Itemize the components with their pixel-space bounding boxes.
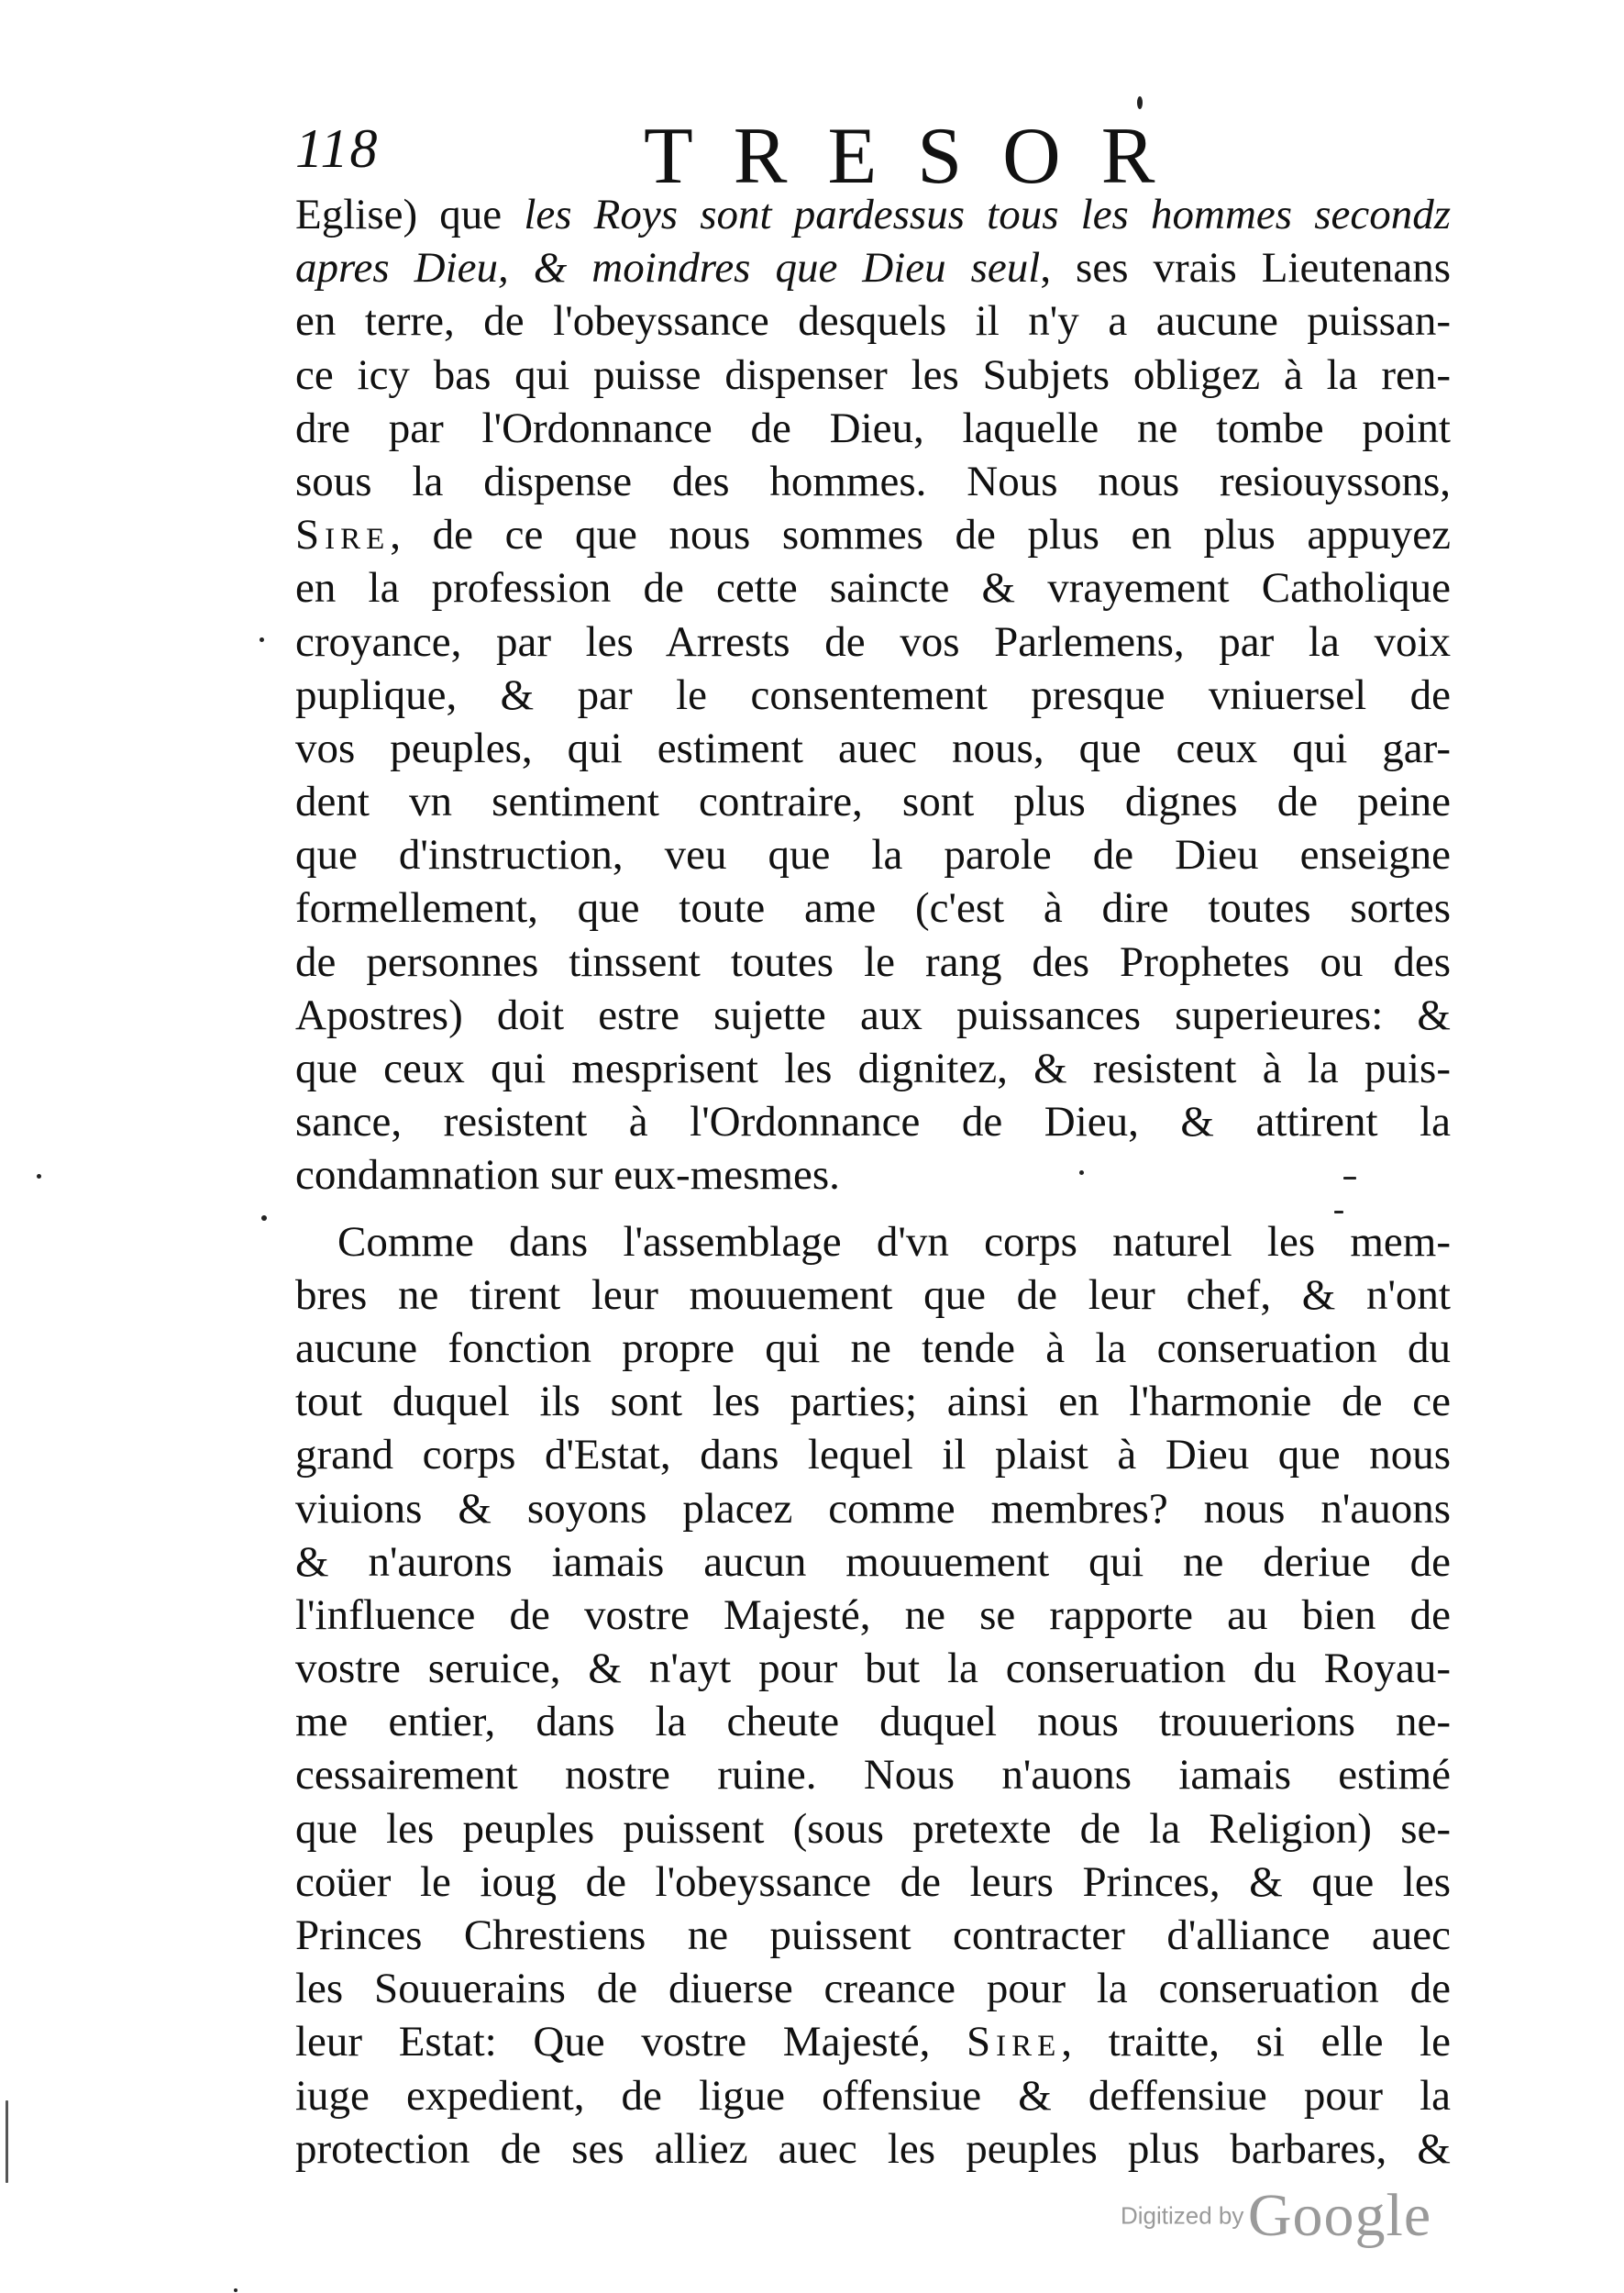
text-segment: les Souuerains de diuerse creance pour la conseruation de [295, 1965, 1451, 2013]
text-segment: , ses vrais Lieutenans [1040, 244, 1451, 293]
text-line [295, 241, 1451, 294]
text-line [295, 1695, 1451, 1748]
text-line [295, 455, 1451, 508]
text-line [295, 1535, 1451, 1589]
text-line [295, 561, 1451, 615]
text-line [295, 1215, 1451, 1268]
text-segment: Princes Chrestiens ne puissent contracter d'alliance auec [295, 1911, 1451, 1959]
text-segment: croyance, par les Arrests de vos Parlemens, par la voix [295, 617, 1451, 666]
scan-speck [37, 1174, 41, 1179]
text-line [295, 2122, 1451, 2176]
text-line [295, 188, 1451, 241]
text-segment: que d'instruction, veu que la parole de Dieu enseigne [295, 831, 1451, 880]
text-segment: tout duquel ils sont les parties; ainsi en l'harmonie de ce [295, 1378, 1451, 1426]
text-line [295, 1802, 1451, 1855]
text-segment: dre par l'Ordonnance de Dieu, laquelle ne tombe point [295, 404, 1451, 452]
text-line [295, 349, 1451, 402]
text-line [295, 1909, 1451, 1962]
text-line [295, 402, 1451, 455]
paragraph-gap [295, 1202, 1451, 1215]
text-line [295, 294, 1451, 348]
text-line [295, 1855, 1451, 1909]
text-line [295, 1268, 1451, 1322]
text-line [295, 775, 1451, 828]
text-segment: que les peuples puissent (sous pretexte de la Religion) se- [295, 1804, 1451, 1853]
scan-speck [1079, 1170, 1084, 1175]
text-segment: Comme dans l'assemblage d'vn corps naturel les mem- [337, 1217, 1451, 1266]
scan-speck [234, 2288, 238, 2292]
body-text [295, 188, 1451, 2176]
text-line [295, 1482, 1451, 1535]
text-line [295, 2069, 1451, 2122]
text-segment: en terre, de l'obeyssance desquels il n'y a aucune puissan- [295, 297, 1451, 346]
text-segment: formellement, que toute ame (c'est à dire toutes sortes [295, 884, 1451, 933]
small-caps-address: Sire [966, 2018, 1062, 2066]
text-segment: coüer le ioug de l'obeyssance de leurs Princes, & que les [295, 1857, 1451, 1906]
text-segment: sance, resistent à l'Ordonnance de Dieu, & attirent la [295, 1098, 1451, 1146]
text-line [295, 1375, 1451, 1428]
text-line [295, 2015, 1451, 2068]
text-segment: ce icy bas qui puisse dispenser les Subjets obligez à la ren- [295, 350, 1451, 399]
italic-quotation: les Roys sont pardessus tous les hommes secondz [524, 191, 1451, 238]
scan-speck [261, 1215, 267, 1221]
text-segment: grand corps d'Estat, dans lequel il plaist à Dieu que nous [295, 1431, 1451, 1479]
text-line [295, 881, 1451, 935]
text-segment: , traitte, si elle le [1061, 2018, 1451, 2066]
text-segment: vos peuples, qui estiment auec nous, que ceux qui gar- [295, 724, 1451, 772]
text-line [295, 1148, 1451, 1202]
text-line [295, 1042, 1451, 1095]
text-segment: sous la dispense des hommes. Nous nous resiouyssons, [295, 457, 1451, 505]
text-line [295, 1962, 1451, 2015]
google-logo: Google [1247, 2182, 1432, 2249]
scan-speck [1343, 1177, 1356, 1180]
google-watermark [1121, 2181, 1431, 2251]
running-title: TRESOR [644, 112, 1196, 201]
text-segment: l'influence de vostre Majesté, ne se rapporte au bien de [295, 1590, 1451, 1639]
scan-speck [1137, 96, 1143, 109]
text-segment: que ceux qui mesprisent les dignitez, & resistent à la puis- [295, 1045, 1451, 1092]
text-segment: en la profession de cette saincte & vrayement Catholique [295, 564, 1451, 613]
text-line [295, 1748, 1451, 1801]
text-segment: cessairement nostre ruine. Nous n'auons iamais estimé [295, 1751, 1451, 1800]
text-segment: bres ne tirent leur mouuement que de leur chef, & n'ont [295, 1270, 1451, 1319]
text-segment: Apostres) doit estre sujette aux puissances superieures: & [295, 991, 1451, 1039]
text-line [295, 1428, 1451, 1481]
text-line [295, 1642, 1451, 1695]
text-line [295, 615, 1451, 669]
text-line [295, 936, 1451, 989]
text-line [295, 989, 1451, 1042]
text-line [295, 1095, 1451, 1148]
text-segment: protection de ses alliez auec les peuples plus barbares, & [295, 2124, 1451, 2173]
text-segment: , de ce que nous sommes de plus en plus appuyez [390, 511, 1451, 559]
text-segment: iuge expedient, de ligue offensiue & deffensiue pour la [295, 2071, 1451, 2120]
small-caps-address: Sire [295, 511, 391, 559]
text-line [295, 1322, 1451, 1375]
text-line [295, 828, 1451, 881]
text-segment: vostre seruice, & n'ayt pour but la conseruation du Royau- [295, 1645, 1451, 1693]
text-line [295, 722, 1451, 775]
text-segment: condamnation sur eux-mesmes. [295, 1151, 840, 1200]
italic-quotation: apres Dieu, & moindres que Dieu seul [295, 244, 1041, 293]
text-line [295, 1589, 1451, 1642]
text-line [295, 669, 1451, 722]
text-segment: Eglise) que [295, 191, 525, 238]
scan-speck [1334, 1211, 1343, 1213]
text-segment: de personnes tinssent toutes le rang des Prophetes ou des [295, 937, 1451, 986]
scan-speck [6, 2100, 8, 2183]
text-segment: leur Estat: Que vostre Majesté, [295, 2018, 967, 2066]
text-line [295, 508, 1451, 561]
text-segment: puplique, & par le consentement presque vniuersel de [295, 670, 1451, 719]
scan-speck [260, 637, 264, 642]
text-segment: viuions & soyons placez comme membres? nous n'auons [295, 1484, 1451, 1533]
text-segment: & n'aurons iamais aucun mouuement qui ne deriue de [295, 1537, 1451, 1586]
digitized-by-label: Digitized by [1121, 2201, 1244, 2230]
text-segment: aucune fonction propre qui ne tende à la conseruation du [295, 1324, 1451, 1372]
page-number: 118 [295, 118, 380, 179]
text-segment: dent vn sentiment contraire, sont plus dignes de peine [295, 778, 1451, 826]
text-segment: me entier, dans la cheute duquel nous trouuerions ne- [295, 1698, 1451, 1746]
